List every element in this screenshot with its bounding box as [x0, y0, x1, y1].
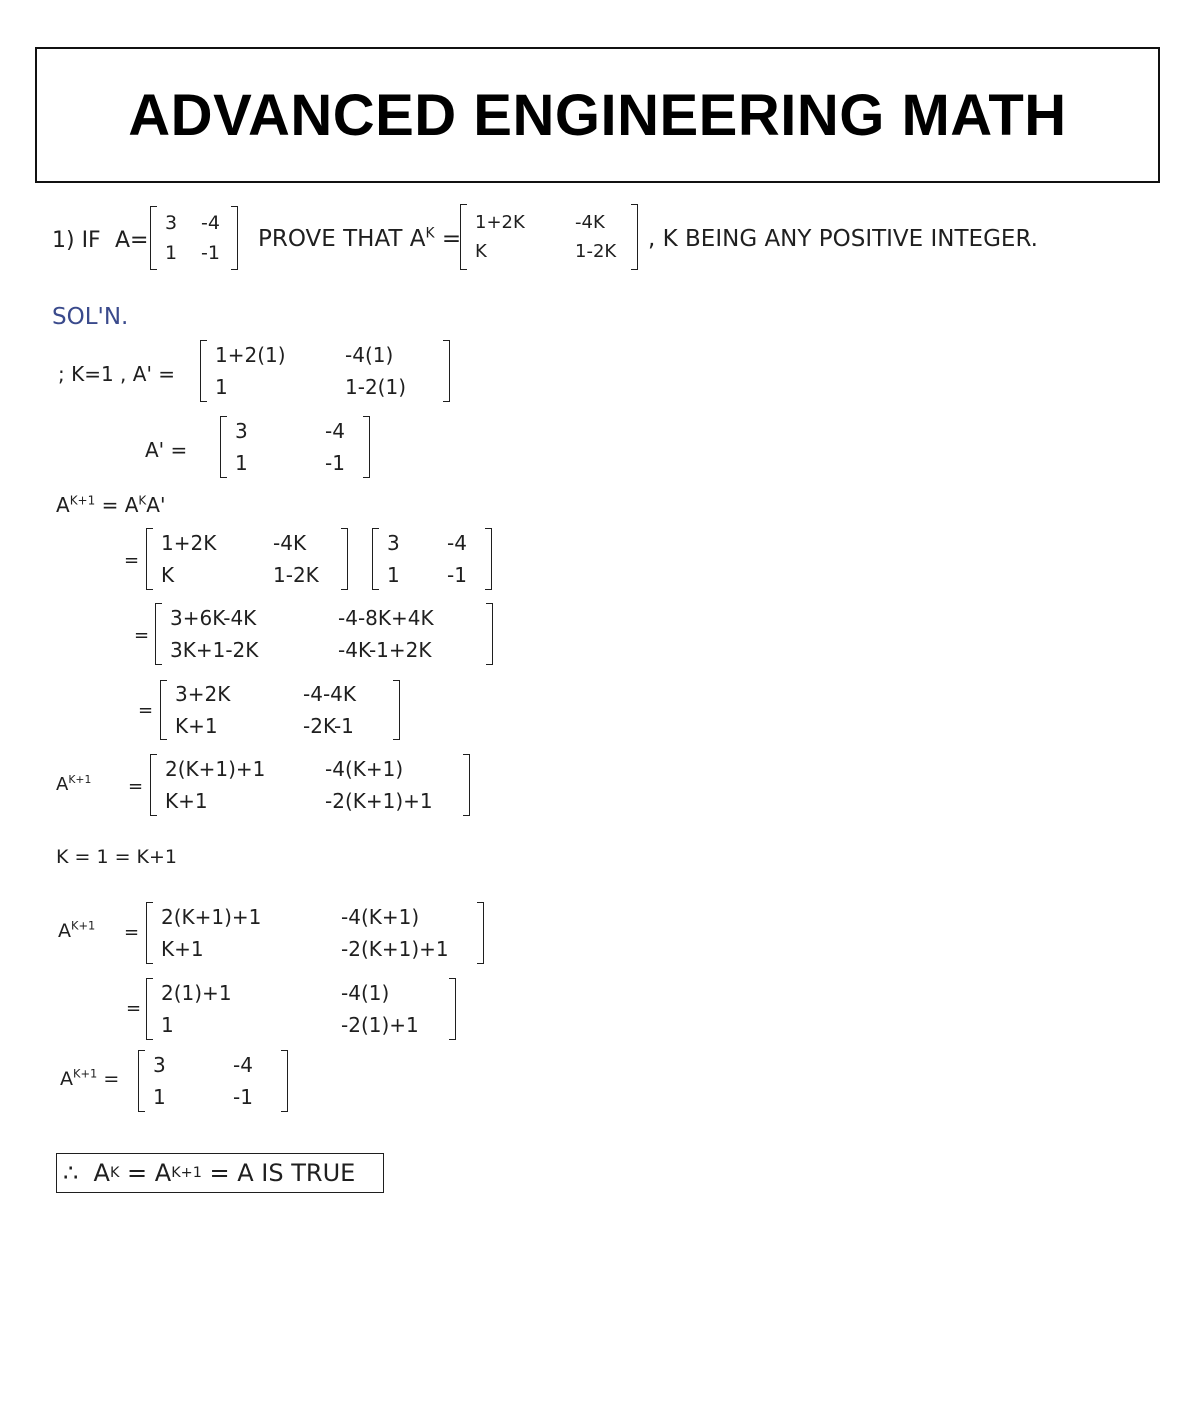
problem-suffix: , K BEING ANY POSITIVE INTEGER. — [648, 226, 1038, 252]
step9-eq: = — [126, 998, 142, 1019]
step1-matrix — [200, 340, 450, 402]
matrix-cell: -2K-1 — [303, 714, 354, 738]
step5-matrix — [155, 603, 493, 665]
matrix-cell: 1-2K — [273, 563, 319, 587]
matrix-cell: K — [161, 563, 175, 587]
matrix-cell: 3 — [387, 531, 400, 555]
step4-eq: = — [124, 550, 140, 571]
right-bracket — [341, 528, 348, 590]
matrix-cell: -4(K+1) — [341, 905, 420, 929]
left-bracket — [460, 204, 467, 270]
step1-label: ; K=1 , A' = — [58, 362, 176, 386]
matrix-cell: -4 — [233, 1053, 253, 1077]
step2-matrix — [220, 416, 370, 478]
matrix-cell: 1 — [215, 375, 228, 399]
matrix-cell: 3+2K — [175, 682, 231, 706]
matrix-cell: -4 — [201, 212, 220, 234]
problem-prefix: 1) IF — [52, 228, 101, 253]
right-bracket — [486, 603, 493, 665]
left-bracket — [220, 416, 227, 478]
matrix-cell: 1 — [387, 563, 400, 587]
step9-matrix — [146, 978, 456, 1040]
matrix-cell: -4K-1+2K — [338, 638, 432, 662]
step7-label: $A^{K+1}$ — [56, 773, 92, 795]
step6-eq: = — [138, 700, 154, 721]
matrix-cell: K+1 — [161, 937, 204, 961]
conclusion-text: = A IS TRUE — [209, 1159, 356, 1187]
matrix-cell: 3 — [153, 1053, 166, 1077]
matrix-cell: -4(K+1) — [325, 757, 404, 781]
matrix-cell: 2(K+1)+1 — [161, 905, 262, 929]
matrix-cell: K+1 — [175, 714, 218, 738]
therefore-symbol: ∴ — [63, 1159, 79, 1187]
step8-matrix — [146, 902, 484, 964]
conclusion-box: ∴ A K = A K+1 = A IS TRUE — [56, 1153, 384, 1193]
step10-matrix — [138, 1050, 288, 1112]
right-bracket — [393, 680, 400, 740]
matrix-cell: 1+2K — [161, 531, 217, 555]
matrix-cell: -2(K+1)+1 — [341, 937, 449, 961]
right-bracket — [485, 528, 492, 590]
matrix-cell: -4 — [325, 419, 345, 443]
matrix-cell: K+1 — [165, 789, 208, 813]
right-bracket — [363, 416, 370, 478]
left-bracket — [160, 680, 167, 740]
right-bracket — [477, 902, 484, 964]
left-bracket — [150, 206, 157, 270]
step2-label: A' = — [145, 438, 188, 462]
page-title: ADVANCED ENGINEERING MATH — [128, 82, 1067, 148]
step6-matrix — [160, 680, 400, 740]
step4-matrix-a — [146, 528, 348, 590]
left-bracket — [146, 528, 153, 590]
problem-prove-text: PROVE THAT $A^K$ = — [258, 225, 462, 252]
matrix-cell: -1 — [325, 451, 345, 475]
title-box — [35, 47, 1160, 183]
right-bracket — [281, 1050, 288, 1112]
problem-ak-matrix — [460, 204, 638, 270]
step3-line: $A^{K+1} = A^KA'$ — [56, 493, 166, 517]
right-bracket — [463, 754, 470, 816]
matrix-cell: 1+2K — [475, 212, 525, 233]
right-bracket — [443, 340, 450, 402]
step4-matrix-b — [372, 528, 492, 590]
matrix-cell: -2(1)+1 — [341, 1013, 419, 1037]
step5-eq: = — [134, 625, 150, 646]
right-bracket — [231, 206, 238, 270]
step10-label: $A^{K+1}$ = — [60, 1066, 120, 1090]
left-bracket — [150, 754, 157, 816]
matrix-cell: 1 — [235, 451, 248, 475]
left-bracket — [200, 340, 207, 402]
problem-a-label: A= — [115, 228, 149, 253]
left-bracket — [146, 902, 153, 964]
k-line: K = 1 = K+1 — [56, 846, 178, 868]
step7-eq: = — [128, 776, 144, 797]
right-bracket — [631, 204, 638, 270]
matrix-cell: 1-2(1) — [345, 375, 406, 399]
matrix-cell: 3 — [235, 419, 248, 443]
matrix-cell: -1 — [233, 1085, 253, 1109]
matrix-cell: -4(1) — [345, 343, 394, 367]
matrix-cell: -1 — [201, 242, 220, 264]
matrix-cell: -4-8K+4K — [338, 606, 434, 630]
matrix-cell: 1-2K — [575, 241, 617, 262]
matrix-cell: -4 — [447, 531, 467, 555]
step7-matrix — [150, 754, 470, 816]
matrix-cell: 1+2(1) — [215, 343, 286, 367]
right-bracket — [449, 978, 456, 1040]
problem-a-matrix — [150, 206, 238, 270]
matrix-cell: -2(K+1)+1 — [325, 789, 433, 813]
matrix-cell: -1 — [447, 563, 467, 587]
matrix-cell: K — [475, 241, 487, 262]
matrix-cell: 3+6K-4K — [170, 606, 257, 630]
matrix-cell: -4(1) — [341, 981, 390, 1005]
step8-label: $A^{K+1}$ — [58, 918, 96, 942]
matrix-cell: 1 — [153, 1085, 166, 1109]
matrix-cell: -4-4K — [303, 682, 356, 706]
step8-eq: = — [124, 922, 140, 943]
matrix-cell: 1 — [165, 242, 178, 264]
matrix-cell: -4K — [575, 212, 605, 233]
matrix-cell: 2(1)+1 — [161, 981, 232, 1005]
matrix-cell: 3K+1-2K — [170, 638, 259, 662]
matrix-cell: 3 — [165, 212, 178, 234]
left-bracket — [146, 978, 153, 1040]
matrix-cell: 1 — [161, 1013, 174, 1037]
solution-heading: SOL'N. — [52, 304, 129, 330]
matrix-cell: -4K — [273, 531, 307, 555]
matrix-cell: 2(K+1)+1 — [165, 757, 266, 781]
left-bracket — [138, 1050, 145, 1112]
left-bracket — [155, 603, 162, 665]
left-bracket — [372, 528, 379, 590]
